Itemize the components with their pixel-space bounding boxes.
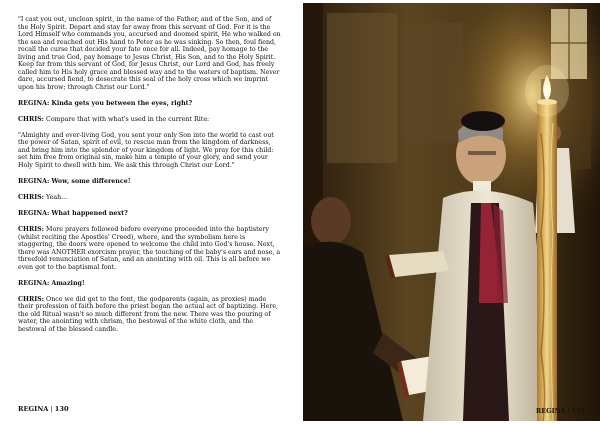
right-page bbox=[300, 0, 600, 424]
paragraph: REGINA: Wow, some difference! bbox=[18, 177, 131, 185]
paragraph: "I cast you out, unclean spirit, in the name of the Father, and of the Son, and of the Holy Spirit. Depart and stay far away from this servant of God. For it is the Lord Himself who commands you, accursed and doomed spirit, He who walked on the sea and reached out His hand to Peter as he was sinking. So then, foul fiend, recall the curse that decided your fate once for all. Indeed, pay homage to the living and true God, pay homage to Jesus Christ, His Son, and to the Holy Spirit. Keep far from this servant of God, for Jesus Christ, our Lord and God, has freely called him to His holy grace and blessed way and to the waters of baptism. Never dare, accursed fiend, to desecrate this seal of the holy cross which we imprint upon his brow; through Christ our Lord." bbox=[18, 16, 281, 91]
paragraph: CHRIS: More prayers followed before everyone proceeded into the baptistery (whilst reciting the Apostles' Creed), where, and the symbolism here is staggering, the doors were opened to welcome the child into God's house. Next, there was ANOTHER exorcism prayer, the touching of the baby's ears and nose, a threefold renunciation of Satan, and an anointing with oil. This is all before we even got to the baptismal font. bbox=[18, 226, 281, 271]
paragraph: CHRIS: Compare that with what's used in the current Rite: bbox=[18, 115, 210, 123]
paragraph: REGINA: Amazing! bbox=[18, 279, 85, 287]
page-number-left: REGINA | 130 bbox=[18, 405, 69, 413]
page-number-right: REGINA | 131 bbox=[536, 407, 585, 415]
paragraph: CHRIS: Once we did get to the font, the godparents (again, as proxies) made their profession of faith before the priest began the actual act of baptizing. Here, the old Ritual wasn't so much different from the new. There was the pouring of water, the anointing with chrism, the bestowal of the white cloth, and the bestowal of the blessed candle. bbox=[18, 295, 279, 333]
body-text bbox=[18, 16, 283, 342]
paragraph: CHRIS: Yeah... bbox=[18, 193, 68, 201]
paragraph: REGINA: What happened next? bbox=[18, 210, 128, 218]
baptism-photo bbox=[303, 3, 600, 421]
paragraph: "Almighty and ever-living God, you sent your only Son into the world to cast out the power of Satan, spirit of evil, to rescue man from the kingdom of darkness, and bring him into the splendor of your kingdom of light. We pray for this child: set him free from original sin, make him a temple of your glory, and send your Holy Spirit to dwell with him. We ask this through Christ our Lord." bbox=[18, 131, 274, 169]
paragraph: REGINA: Kinda gets you between the eyes, right? bbox=[18, 99, 193, 107]
